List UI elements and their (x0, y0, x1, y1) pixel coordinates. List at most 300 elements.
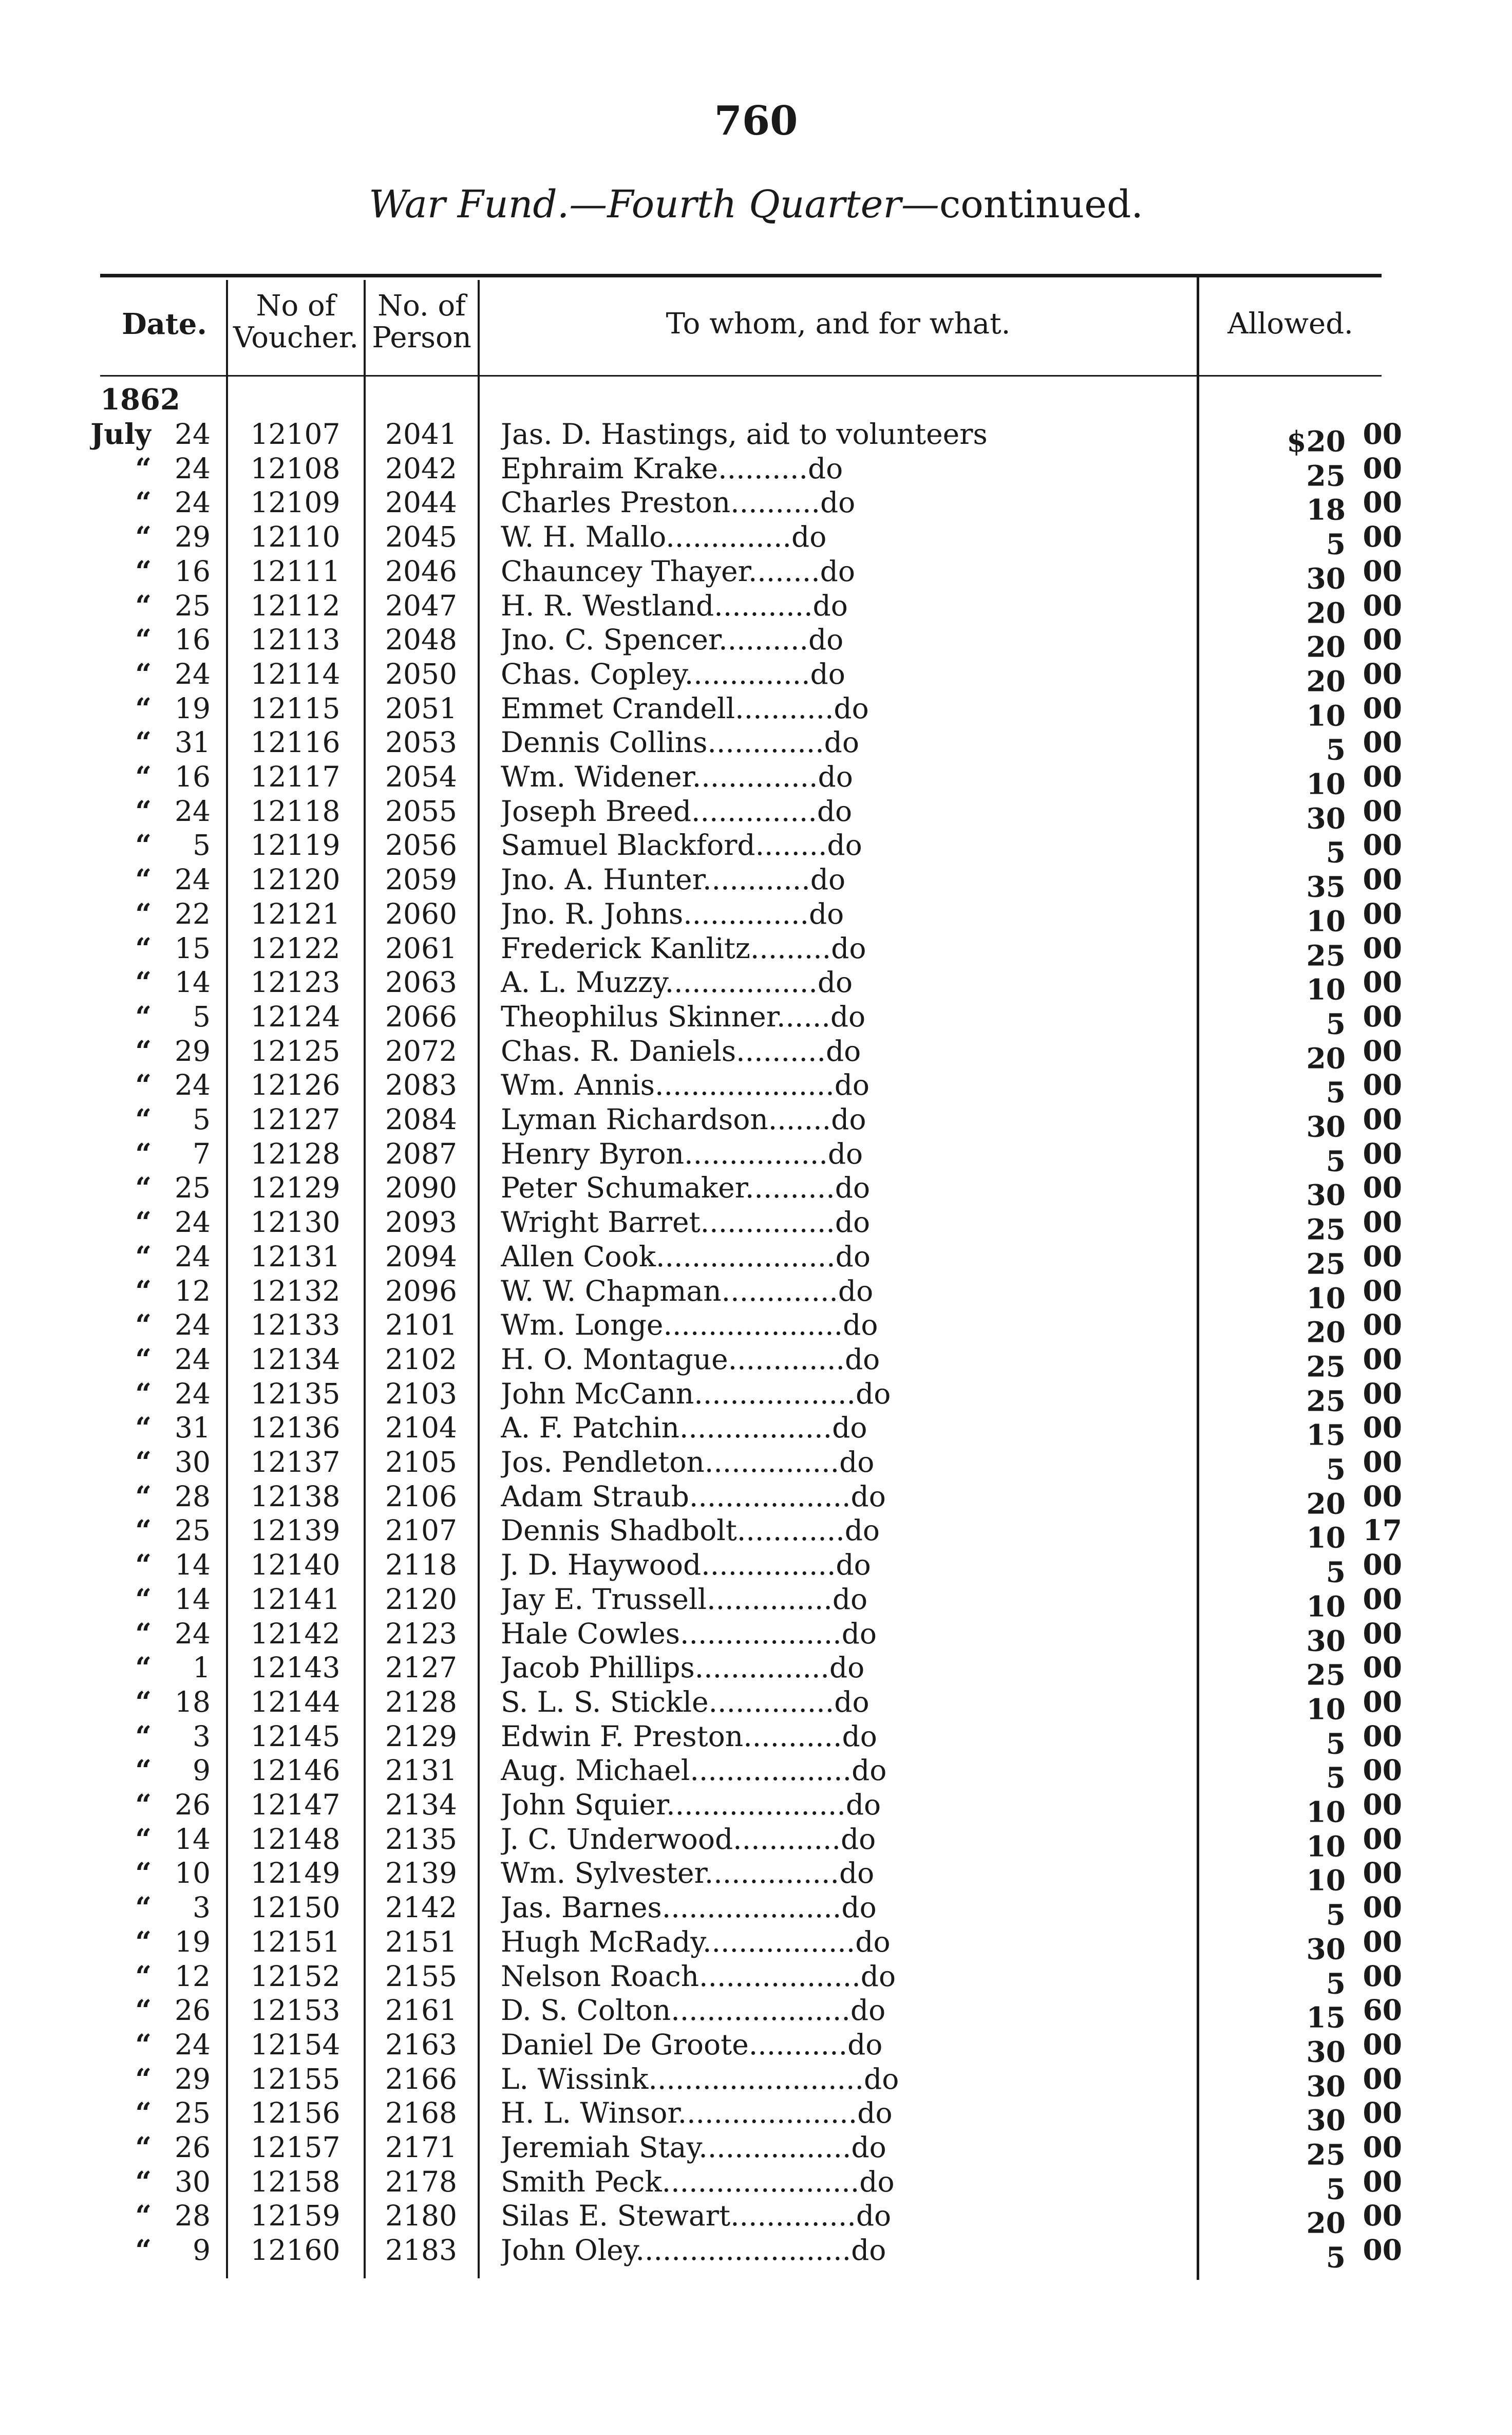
row-day: 14 (175, 1582, 211, 1616)
row-amount-cents: 00 (1363, 1616, 1402, 1650)
row-person-number: 2120 (385, 1582, 457, 1616)
row-voucher-number: 12151 (250, 1925, 341, 1958)
row-payee: Samuel Blackford........do (501, 829, 862, 862)
row-voucher-number: 12133 (250, 1308, 341, 1342)
row-day: 24 (175, 657, 211, 690)
row-amount-dollars: 15 (1306, 1418, 1346, 1452)
row-month: “ (135, 1719, 152, 1753)
row-amount-dollars: 10 (1306, 904, 1346, 938)
row-month: “ (135, 1548, 152, 1582)
ledger-row (0, 965, 1512, 1006)
row-payee: W. W. Chapman.............do (501, 1274, 874, 1307)
row-day: 12 (175, 1274, 211, 1307)
row-person-number: 2060 (385, 897, 457, 930)
row-person-number: 2059 (385, 863, 457, 896)
row-day: 22 (175, 897, 211, 930)
row-amount-cents: 00 (1363, 1034, 1402, 1067)
table-top-rule (100, 274, 1382, 277)
row-amount-dollars: 10 (1306, 1521, 1346, 1555)
row-month: “ (135, 691, 152, 725)
row-person-number: 2171 (385, 2131, 457, 2164)
row-person-number: 2168 (385, 2096, 457, 2130)
row-amount-dollars: 5 (1326, 2172, 1346, 2206)
row-amount-cents: 00 (1363, 1342, 1402, 1376)
row-payee: John Oley........................do (501, 2234, 886, 2267)
row-amount-cents: 00 (1363, 1479, 1402, 1513)
row-person-number: 2050 (385, 657, 457, 690)
row-person-number: 2107 (385, 1514, 457, 1547)
row-person-number: 2139 (385, 1857, 457, 1890)
row-amount-dollars: 10 (1306, 699, 1346, 733)
row-amount-cents: 00 (1363, 863, 1402, 896)
ledger-row (0, 1582, 1512, 1623)
row-voucher-number: 12156 (250, 2096, 341, 2130)
row-amount-dollars: 10 (1306, 1829, 1346, 1863)
row-day: 25 (175, 1514, 211, 1547)
row-person-number: 2129 (385, 1719, 457, 1753)
header-to-whom (480, 308, 1197, 340)
row-payee: Wm. Sylvester...............do (501, 1857, 875, 1890)
row-day: 24 (175, 1206, 211, 1239)
row-amount-dollars: 10 (1306, 1795, 1346, 1829)
ledger-row (0, 1239, 1512, 1281)
row-month: “ (135, 1856, 152, 1890)
row-payee: Ephraim Krake..........do (501, 452, 843, 485)
row-day: 25 (175, 1171, 211, 1205)
row-day: 24 (175, 794, 211, 828)
row-voucher-number: 12129 (250, 1171, 341, 1205)
ledger-row (0, 2199, 1512, 2240)
row-voucher-number: 12154 (250, 2028, 341, 2061)
row-voucher-number: 12158 (250, 2165, 341, 2198)
ledger-row (0, 1924, 1512, 1966)
row-payee: Aug. Michael..................do (501, 1754, 887, 1787)
row-person-number: 2118 (385, 1548, 457, 1582)
row-month: “ (135, 1684, 152, 1718)
ledger-row (0, 485, 1512, 527)
row-person-number: 2045 (385, 520, 457, 554)
row-payee: Wright Barret...............do (501, 1206, 871, 1239)
row-voucher-number: 12121 (250, 897, 341, 930)
row-payee: S. L. S. Stickle..............do (501, 1685, 870, 1718)
row-person-number: 2180 (385, 2199, 457, 2233)
year-label: 1862 (100, 383, 180, 417)
row-voucher-number: 12108 (250, 452, 341, 485)
row-month: “ (135, 520, 152, 554)
ledger-row (0, 1616, 1512, 1658)
row-amount-cents: 00 (1363, 1719, 1402, 1753)
row-day: 14 (175, 1822, 211, 1856)
row-amount-dollars: 30 (1306, 2035, 1346, 2069)
row-month: “ (135, 1924, 152, 1958)
ledger-row (0, 1102, 1512, 1144)
row-payee: Dennis Shadbolt............do (501, 1514, 880, 1547)
row-amount-dollars: 10 (1306, 1692, 1346, 1726)
row-person-number: 2048 (385, 623, 457, 657)
row-month: “ (135, 1993, 152, 2027)
ledger-row (0, 1684, 1512, 1726)
row-payee: L. Wissink........................do (501, 2062, 899, 2095)
row-payee: Hugh McRady.................do (501, 1925, 891, 1958)
row-amount-cents: 00 (1363, 965, 1402, 999)
row-amount-cents: 00 (1363, 999, 1402, 1033)
row-voucher-number: 12160 (250, 2234, 341, 2267)
row-amount-dollars: 20 (1306, 2206, 1346, 2240)
row-day: 24 (175, 1617, 211, 1650)
row-amount-dollars: 5 (1326, 1076, 1346, 1109)
row-month: “ (135, 2130, 152, 2164)
header-person-line1: No. of (377, 289, 466, 323)
header-voucher (228, 290, 364, 354)
row-amount-cents: 00 (1363, 725, 1402, 759)
row-person-number: 2166 (385, 2062, 457, 2095)
header-allowed-label: Allowed. (1227, 307, 1353, 341)
row-amount-dollars: 5 (1326, 1727, 1346, 1760)
ledger-row (0, 1411, 1512, 1452)
row-amount-cents: 00 (1363, 1822, 1402, 1856)
row-person-number: 2072 (385, 1034, 457, 1067)
row-voucher-number: 12135 (250, 1377, 341, 1410)
row-payee: Hale Cowles..................do (501, 1617, 877, 1650)
row-amount-dollars: 5 (1326, 836, 1346, 870)
row-day: 16 (175, 623, 211, 657)
header-date-label: Date. (122, 307, 207, 341)
row-month: “ (135, 451, 152, 485)
row-person-number: 2054 (385, 760, 457, 793)
row-month: July (90, 417, 152, 451)
row-day: 3 (193, 1719, 211, 1753)
row-voucher-number: 12128 (250, 1137, 341, 1170)
row-payee: Edwin F. Preston...........do (501, 1719, 877, 1753)
row-payee: Wm. Widener..............do (501, 760, 853, 793)
row-month: “ (135, 1890, 152, 1924)
row-month: “ (135, 1445, 152, 1478)
row-day: 14 (175, 966, 211, 999)
row-day: 19 (175, 691, 211, 725)
row-person-number: 2178 (385, 2165, 457, 2198)
row-amount-cents: 00 (1363, 657, 1402, 690)
row-amount-cents: 00 (1363, 1548, 1402, 1582)
row-payee: Allen Cook....................do (501, 1240, 871, 1273)
ledger-row (0, 760, 1512, 801)
row-month: “ (135, 2062, 152, 2095)
row-day: 24 (175, 1377, 211, 1410)
row-person-number: 2102 (385, 1342, 457, 1376)
row-month: “ (135, 1411, 152, 1445)
ledger-row (0, 2062, 1512, 2103)
row-amount-dollars: 20 (1306, 630, 1346, 664)
ledger-row (0, 1788, 1512, 1829)
row-month: “ (135, 1513, 152, 1547)
row-day: 16 (175, 760, 211, 793)
ledger-row (0, 623, 1512, 664)
row-voucher-number: 12120 (250, 863, 341, 896)
row-day: 25 (175, 589, 211, 622)
ledger-row (0, 1034, 1512, 1075)
row-amount-cents: 00 (1363, 691, 1402, 725)
ledger-row (0, 1171, 1512, 1212)
row-voucher-number: 12130 (250, 1206, 341, 1239)
row-voucher-number: 12159 (250, 2199, 341, 2233)
ledger-row (0, 1445, 1512, 1486)
row-amount-cents: 00 (1363, 554, 1402, 588)
ledger-row (0, 588, 1512, 630)
row-payee: Wm. Longe....................do (501, 1308, 878, 1342)
row-amount-dollars: 30 (1306, 561, 1346, 595)
row-voucher-number: 12118 (250, 794, 341, 828)
row-day: 18 (175, 1685, 211, 1718)
row-amount-cents: 00 (1363, 1788, 1402, 1821)
row-voucher-number: 12126 (250, 1069, 341, 1102)
row-amount-dollars: 5 (1326, 1144, 1346, 1178)
ledger-row (0, 828, 1512, 870)
ledger-row (0, 1376, 1512, 1418)
header-voucher-line2: Voucher. (233, 321, 359, 354)
row-amount-cents: 60 (1363, 1993, 1402, 2027)
row-amount-cents: 00 (1363, 1171, 1402, 1205)
row-month: “ (135, 725, 152, 759)
row-amount-cents: 00 (1363, 1376, 1402, 1410)
row-amount-cents: 00 (1363, 520, 1402, 554)
ledger-row (0, 417, 1512, 458)
row-amount (1212, 2233, 1402, 2275)
ledger-row (0, 2164, 1512, 2206)
page-title-main: War Fund.—Fourth Quarter— (369, 182, 939, 227)
row-person-number: 2128 (385, 1685, 457, 1718)
row-amount-cents: 00 (1363, 1205, 1402, 1239)
row-person-number: 2061 (385, 931, 457, 965)
ledger-row (0, 896, 1512, 938)
row-payee: Silas E. Stewart..............do (501, 2199, 892, 2233)
row-amount-cents: 00 (1363, 451, 1402, 485)
ledger-row (0, 2096, 1512, 2137)
row-amount-dollars: 20 (1306, 596, 1346, 630)
row-month: “ (135, 1582, 152, 1616)
row-amount-cents: 00 (1363, 794, 1402, 828)
ledger-row (0, 451, 1512, 493)
ledger-row (0, 725, 1512, 766)
row-month: “ (135, 1342, 152, 1376)
row-amount-dollars: 10 (1306, 1281, 1346, 1315)
row-month: “ (135, 863, 152, 896)
row-person-number: 2142 (385, 1891, 457, 1924)
row-day: 10 (175, 1857, 211, 1890)
row-month: “ (135, 1959, 152, 1993)
row-person-number: 2051 (385, 691, 457, 725)
row-payee: H. O. Montague.............do (501, 1342, 880, 1376)
row-day: 14 (175, 1548, 211, 1582)
row-month: “ (135, 2199, 152, 2233)
row-voucher-number: 12143 (250, 1651, 341, 1684)
row-month: “ (135, 1034, 152, 1067)
row-amount-cents: 00 (1363, 1959, 1402, 1993)
row-voucher-number: 12123 (250, 966, 341, 999)
row-payee: Joseph Breed..............do (501, 794, 853, 828)
row-voucher-number: 12136 (250, 1411, 341, 1445)
page-number: 760 (714, 98, 798, 144)
row-day: 24 (175, 418, 211, 451)
row-amount-cents: 00 (1363, 1445, 1402, 1478)
row-payee: John McCann..................do (501, 1377, 891, 1410)
row-amount-dollars: 20 (1306, 1315, 1346, 1349)
row-payee: Frederick Kanlitz.........do (501, 931, 866, 965)
row-payee: Chas. R. Daniels..........do (501, 1034, 861, 1067)
ledger-row (0, 1993, 1512, 2034)
row-month: “ (135, 1239, 152, 1273)
row-amount-dollars: 35 (1306, 870, 1346, 904)
row-amount-dollars: 30 (1306, 1624, 1346, 1658)
row-month: “ (135, 485, 152, 519)
ledger-row (0, 2027, 1512, 2069)
row-month: “ (135, 2164, 152, 2198)
row-voucher-number: 12147 (250, 1788, 341, 1821)
row-month: “ (135, 657, 152, 690)
row-payee: Charles Preston..........do (501, 486, 856, 519)
row-amount-dollars: 20 (1306, 1041, 1346, 1075)
row-amount-dollars: 5 (1326, 527, 1346, 561)
row-person-number: 2104 (385, 1411, 457, 1445)
row-month: “ (135, 931, 152, 965)
row-amount-cents: 00 (1363, 896, 1402, 930)
row-person-number: 2055 (385, 794, 457, 828)
row-person-number: 2131 (385, 1754, 457, 1787)
row-amount-dollars: 5 (1326, 1007, 1346, 1041)
row-month: “ (135, 588, 152, 622)
row-day: 28 (175, 2199, 211, 2233)
row-amount-cents: 00 (1363, 1273, 1402, 1307)
row-voucher-number: 12132 (250, 1274, 341, 1307)
row-amount-cents: 17 (1363, 1513, 1402, 1547)
row-amount-dollars: 5 (1326, 2240, 1346, 2274)
row-month: “ (135, 2233, 152, 2267)
row-day: 26 (175, 2131, 211, 2164)
row-payee: Theophilus Skinner......do (501, 1000, 866, 1033)
ledger-row (0, 691, 1512, 733)
row-day: 24 (175, 863, 211, 896)
row-person-number: 2046 (385, 554, 457, 588)
row-voucher-number: 12110 (250, 520, 341, 554)
row-amount-dollars: 25 (1306, 459, 1346, 493)
row-amount-cents: 00 (1363, 2096, 1402, 2130)
row-month: “ (135, 1479, 152, 1513)
row-amount-cents: 00 (1363, 1068, 1402, 1102)
row-payee: John Squier....................do (501, 1788, 881, 1821)
row-person-number: 2084 (385, 1103, 457, 1136)
row-voucher-number: 12122 (250, 931, 341, 965)
header-person-line2: Person (372, 321, 471, 354)
row-day: 25 (175, 2096, 211, 2130)
row-voucher-number: 12150 (250, 1891, 341, 1924)
ledger-row (0, 1479, 1512, 1521)
row-month: “ (135, 1616, 152, 1650)
row-month: “ (135, 1308, 152, 1342)
row-person-number: 2161 (385, 1994, 457, 2027)
row-payee: W. H. Mallo..............do (501, 520, 827, 554)
ledger-row (0, 554, 1512, 595)
row-payee: Jas. Barnes....................do (501, 1891, 877, 1924)
row-amount-dollars: 25 (1306, 1384, 1346, 1418)
header-voucher-line1: No of (256, 289, 336, 323)
row-payee: Emmet Crandell...........do (501, 691, 869, 725)
row-voucher-number: 12134 (250, 1342, 341, 1376)
row-voucher-number: 12149 (250, 1857, 341, 1890)
row-voucher-number: 12127 (250, 1103, 341, 1136)
row-amount-cents: 00 (1363, 1102, 1402, 1136)
row-payee: Jno. R. Johns..............do (501, 897, 844, 930)
row-person-number: 2155 (385, 1959, 457, 1993)
row-day: 30 (175, 2165, 211, 2198)
row-amount-dollars: 10 (1306, 1864, 1346, 1898)
ledger-row (0, 1856, 1512, 1898)
row-voucher-number: 12148 (250, 1822, 341, 1856)
ledger-row (0, 520, 1512, 561)
ledger-row (0, 1822, 1512, 1863)
ledger-row (0, 1205, 1512, 1246)
ledger-row (0, 1719, 1512, 1760)
row-amount-dollars: 25 (1306, 2138, 1346, 2171)
row-amount-cents: 00 (1363, 1308, 1402, 1342)
row-month: “ (135, 1102, 152, 1136)
row-day: 5 (193, 1103, 211, 1136)
row-person-number: 2066 (385, 1000, 457, 1033)
row-day: 29 (175, 520, 211, 554)
row-voucher-number: 12146 (250, 1754, 341, 1787)
header-to-whom-label: To whom, and for what. (666, 307, 1011, 341)
row-day: 7 (193, 1137, 211, 1170)
row-amount-dollars: 15 (1306, 2000, 1346, 2034)
row-payee: Adam Straub..................do (501, 1479, 886, 1513)
row-amount-cents: 00 (1363, 1239, 1402, 1273)
row-amount-cents: 00 (1363, 1651, 1402, 1684)
row-amount-cents: 00 (1363, 1582, 1402, 1616)
row-payee: Jeremiah Stay.................do (501, 2131, 886, 2164)
row-amount-dollars: 30 (1306, 2104, 1346, 2137)
row-amount-dollars: 20 (1306, 1487, 1346, 1521)
row-payee: A. F. Patchin.................do (501, 1411, 867, 1445)
row-payee: Jay E. Trussell..............do (501, 1582, 868, 1616)
row-day: 24 (175, 486, 211, 519)
row-amount-cents: 00 (1363, 1136, 1402, 1170)
row-payee: Chas. Copley..............do (501, 657, 845, 690)
row-amount-cents: 00 (1363, 2027, 1402, 2061)
row-amount-dollars: 25 (1306, 1212, 1346, 1246)
row-day: 24 (175, 1308, 211, 1342)
row-month: “ (135, 1273, 152, 1307)
row-amount-cents: 00 (1363, 623, 1402, 657)
row-month: “ (135, 1136, 152, 1170)
row-person-number: 2105 (385, 1446, 457, 1478)
row-amount-dollars: 5 (1326, 733, 1346, 766)
row-day: 3 (193, 1891, 211, 1924)
row-amount-cents: 00 (1363, 2233, 1402, 2267)
row-person-number: 2047 (385, 589, 457, 622)
row-person-number: 2135 (385, 1822, 457, 1856)
ledger-row (0, 1753, 1512, 1794)
ledger-row (0, 1068, 1512, 1109)
row-month: “ (135, 828, 152, 862)
row-person-number: 2163 (385, 2028, 457, 2061)
row-amount-dollars: 10 (1306, 972, 1346, 1006)
row-month: “ (135, 999, 152, 1033)
row-voucher-number: 12113 (250, 623, 341, 657)
ledger-row (0, 1651, 1512, 1692)
row-month: “ (135, 1788, 152, 1821)
row-amount-cents: 00 (1363, 588, 1402, 622)
row-amount-dollars: 5 (1326, 1966, 1346, 2000)
row-day: 9 (193, 2234, 211, 2267)
row-voucher-number: 12116 (250, 726, 341, 759)
row-voucher-number: 12124 (250, 1000, 341, 1033)
